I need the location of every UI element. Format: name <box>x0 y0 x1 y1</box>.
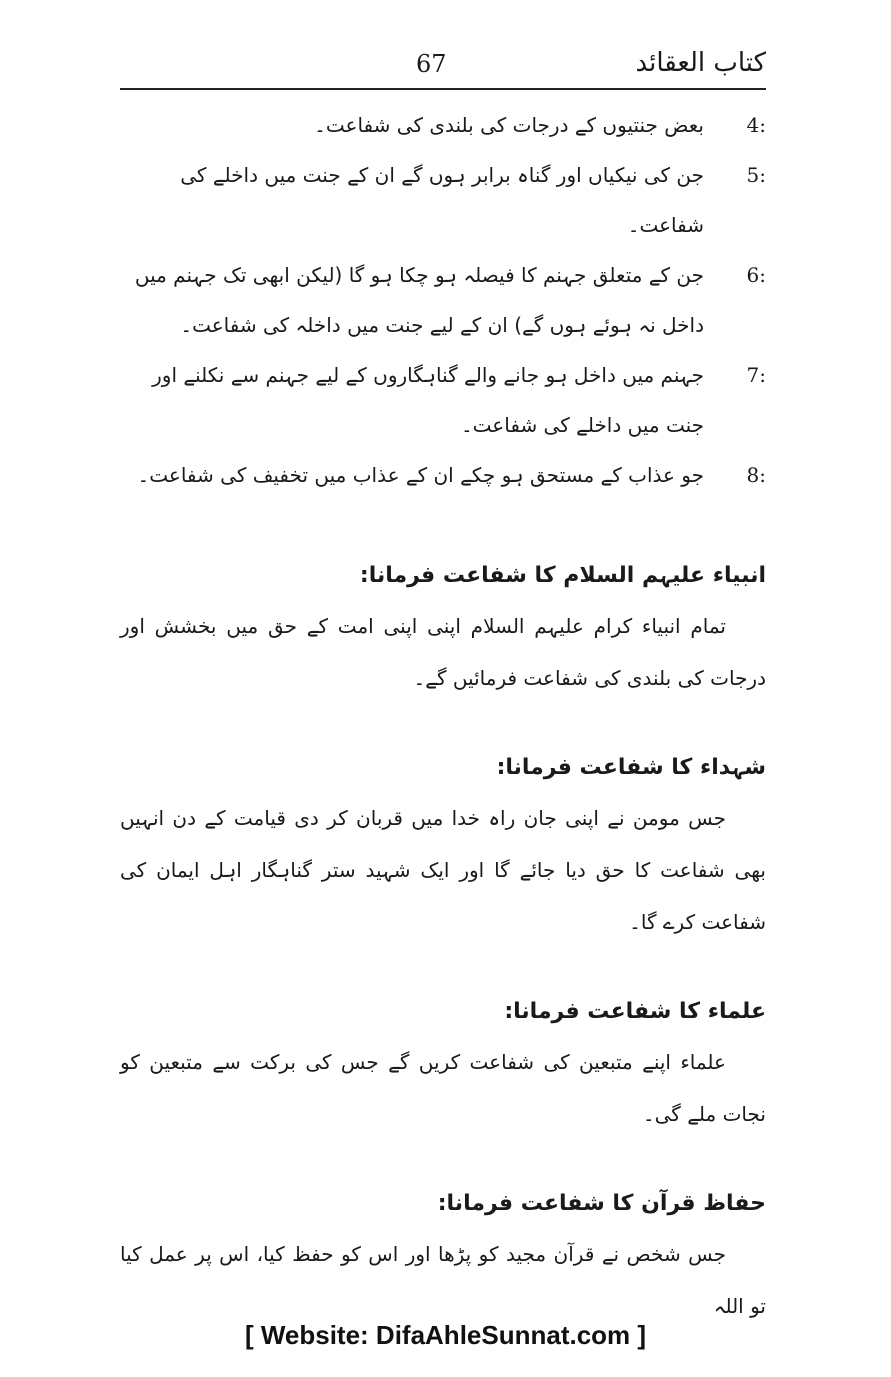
section-heading-prophets: انبیاء علیہم السلام کا شفاعت فرمانا: <box>359 563 766 588</box>
list-item-text: جہنم میں داخل ہو جانے والے گناہگاروں کے لیے جہنم سے نکلنے اور جنت میں داخلے کی شفاعت۔ <box>152 363 704 437</box>
list-item-number: 7: <box>746 363 766 387</box>
list-item-text: بعض جنتیوں کے درجات کی بلندی کی شفاعت۔ <box>314 113 704 137</box>
list-item-number: 5: <box>746 163 766 187</box>
list-item <box>120 250 766 350</box>
section-heading-scholars: علماء کا شفاعت فرمانا: <box>504 999 766 1024</box>
list-item-number: 6: <box>746 263 766 287</box>
list-item-text: جو عذاب کے مستحق ہو چکے ان کے عذاب میں تخفیف کی شفاعت۔ <box>137 463 704 487</box>
website-footer: [ Website: DifaAhleSunnat.com ] <box>244 1320 647 1350</box>
section-heading-huffaz: حفاظ قرآن کا شفاعت فرمانا: <box>437 1191 766 1216</box>
book-title: کتاب العقائد <box>635 48 766 78</box>
header-rule <box>120 88 766 90</box>
section-body-martyrs: جس مومن نے اپنی جان راہ خدا میں قربان کر دی قیامت کے دن انہیں بھی شفاعت کا حق دیا جائے گا اور ایک شہید ستر گناہگار اہل ایمان کی شفاعت کرے گا۔ <box>120 806 766 934</box>
section-body-scholars: علماء اپنے متبعین کی شفاعت کریں گے جس کی برکت سے متبعین کو نجات ملے گی۔ <box>120 1050 766 1126</box>
list-item-text: جن کے متعلق جہنم کا فیصلہ ہو چکا ہو گا (لیکن ابھی تک جہنم میں داخل نہ ہوئے ہوں گے) ان کے لیے جنت میں داخلہ کی شفاعت۔ <box>134 263 704 337</box>
list-item-number: 8: <box>746 463 766 487</box>
list-item-text: جن کی نیکیاں اور گناہ برابر ہوں گے ان کے جنت میں داخلے کی شفاعت۔ <box>180 163 704 237</box>
section-body-huffaz: جس شخص نے قرآن مجید کو پڑھا اور اس کو حفظ کیا، اس پر عمل کیا تو اللہ <box>120 1242 766 1318</box>
list-item <box>120 100 766 150</box>
section-heading-martyrs: شہداء کا شفاعت فرمانا: <box>496 755 766 780</box>
list-item-number: 4: <box>746 113 766 137</box>
page-header <box>120 48 766 88</box>
list-item <box>120 350 766 450</box>
page-content <box>120 100 766 1332</box>
page-number: 67 <box>416 50 447 78</box>
list-item <box>120 150 766 250</box>
section-body-prophets: تمام انبیاء کرام علیہم السلام اپنی اپنی امت کے حق میں بخشش اور درجات کی بلندی کی شفاعت فرمائیں گے۔ <box>120 614 766 690</box>
list-item <box>120 450 766 500</box>
